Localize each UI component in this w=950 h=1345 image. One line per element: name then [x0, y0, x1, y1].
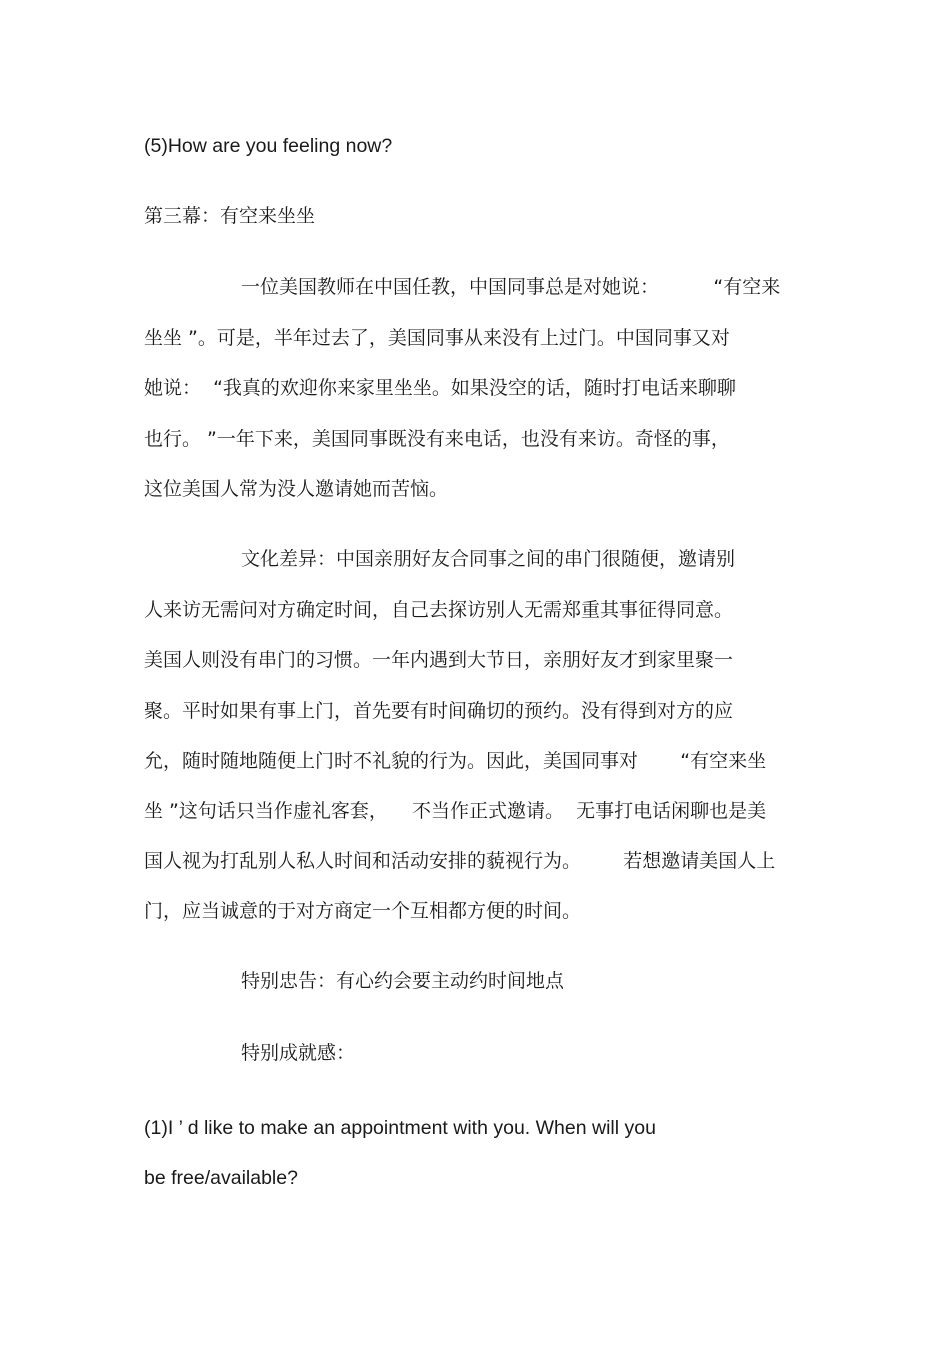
- culture-line-1: 文化差异：中国亲朋好友合同事之间的串门很随便，邀请别: [241, 548, 736, 570]
- special-advice: 特别忠告：有心约会要主动约时间地点: [241, 970, 565, 992]
- culture-line-3: 美国人则没有串门的习惯。一年内遇到大节日，亲朋好友才到家里聚一: [144, 649, 734, 671]
- culture-line-5: 允，随时随地随便上门时不礼貌的行为。因此，美国同事对 “有空来坐: [144, 750, 767, 772]
- culture-line-2: 人来访无需问对方确定时间，自己去探访别人无需郑重其事征得同意。: [144, 599, 734, 621]
- phrase-1-line-2: be free/available?: [144, 1167, 298, 1189]
- scene-heading: 第三幕：有空来坐坐: [144, 205, 316, 227]
- culture-line-6: 坐 ”这句话只当作虚礼客套， 不当作正式邀请。 无事打电话闲聊也是美: [144, 800, 767, 822]
- story-line-2: 坐坐 ”。可是，半年过去了，美国同事从来没有上过门。中国同事又对: [144, 327, 730, 349]
- special-achievement: 特别成就感：: [241, 1042, 356, 1064]
- phrase-1-line-1: (1)I ’ d like to make an appointment with you. When will you: [144, 1117, 656, 1139]
- story-line-4: 也行。 ”一年下来，美国同事既没有来电话，也没有来访。奇怪的事，: [144, 428, 730, 450]
- culture-line-8: 门，应当诚意的于对方商定一个互相都方便的时间。: [144, 900, 582, 922]
- story-line-3: 她说： “我真的欢迎你来家里坐坐。如果没空的话，随时打电话来聊聊: [144, 377, 736, 399]
- culture-line-7: 国人视为打乱别人私人时间和活动安排的藐视行为。 若想邀请美国人上: [144, 850, 776, 872]
- story-line-5: 这位美国人常为没人邀请她而苦恼。: [144, 478, 449, 500]
- story-line-1: 一位美国教师在中国任教，中国同事总是对她说： “有空来: [241, 276, 781, 298]
- phrase-5: (5)How are you feeling now?: [144, 135, 393, 157]
- culture-line-4: 聚。平时如果有事上门，首先要有时间确切的预约。没有得到对方的应: [144, 700, 734, 722]
